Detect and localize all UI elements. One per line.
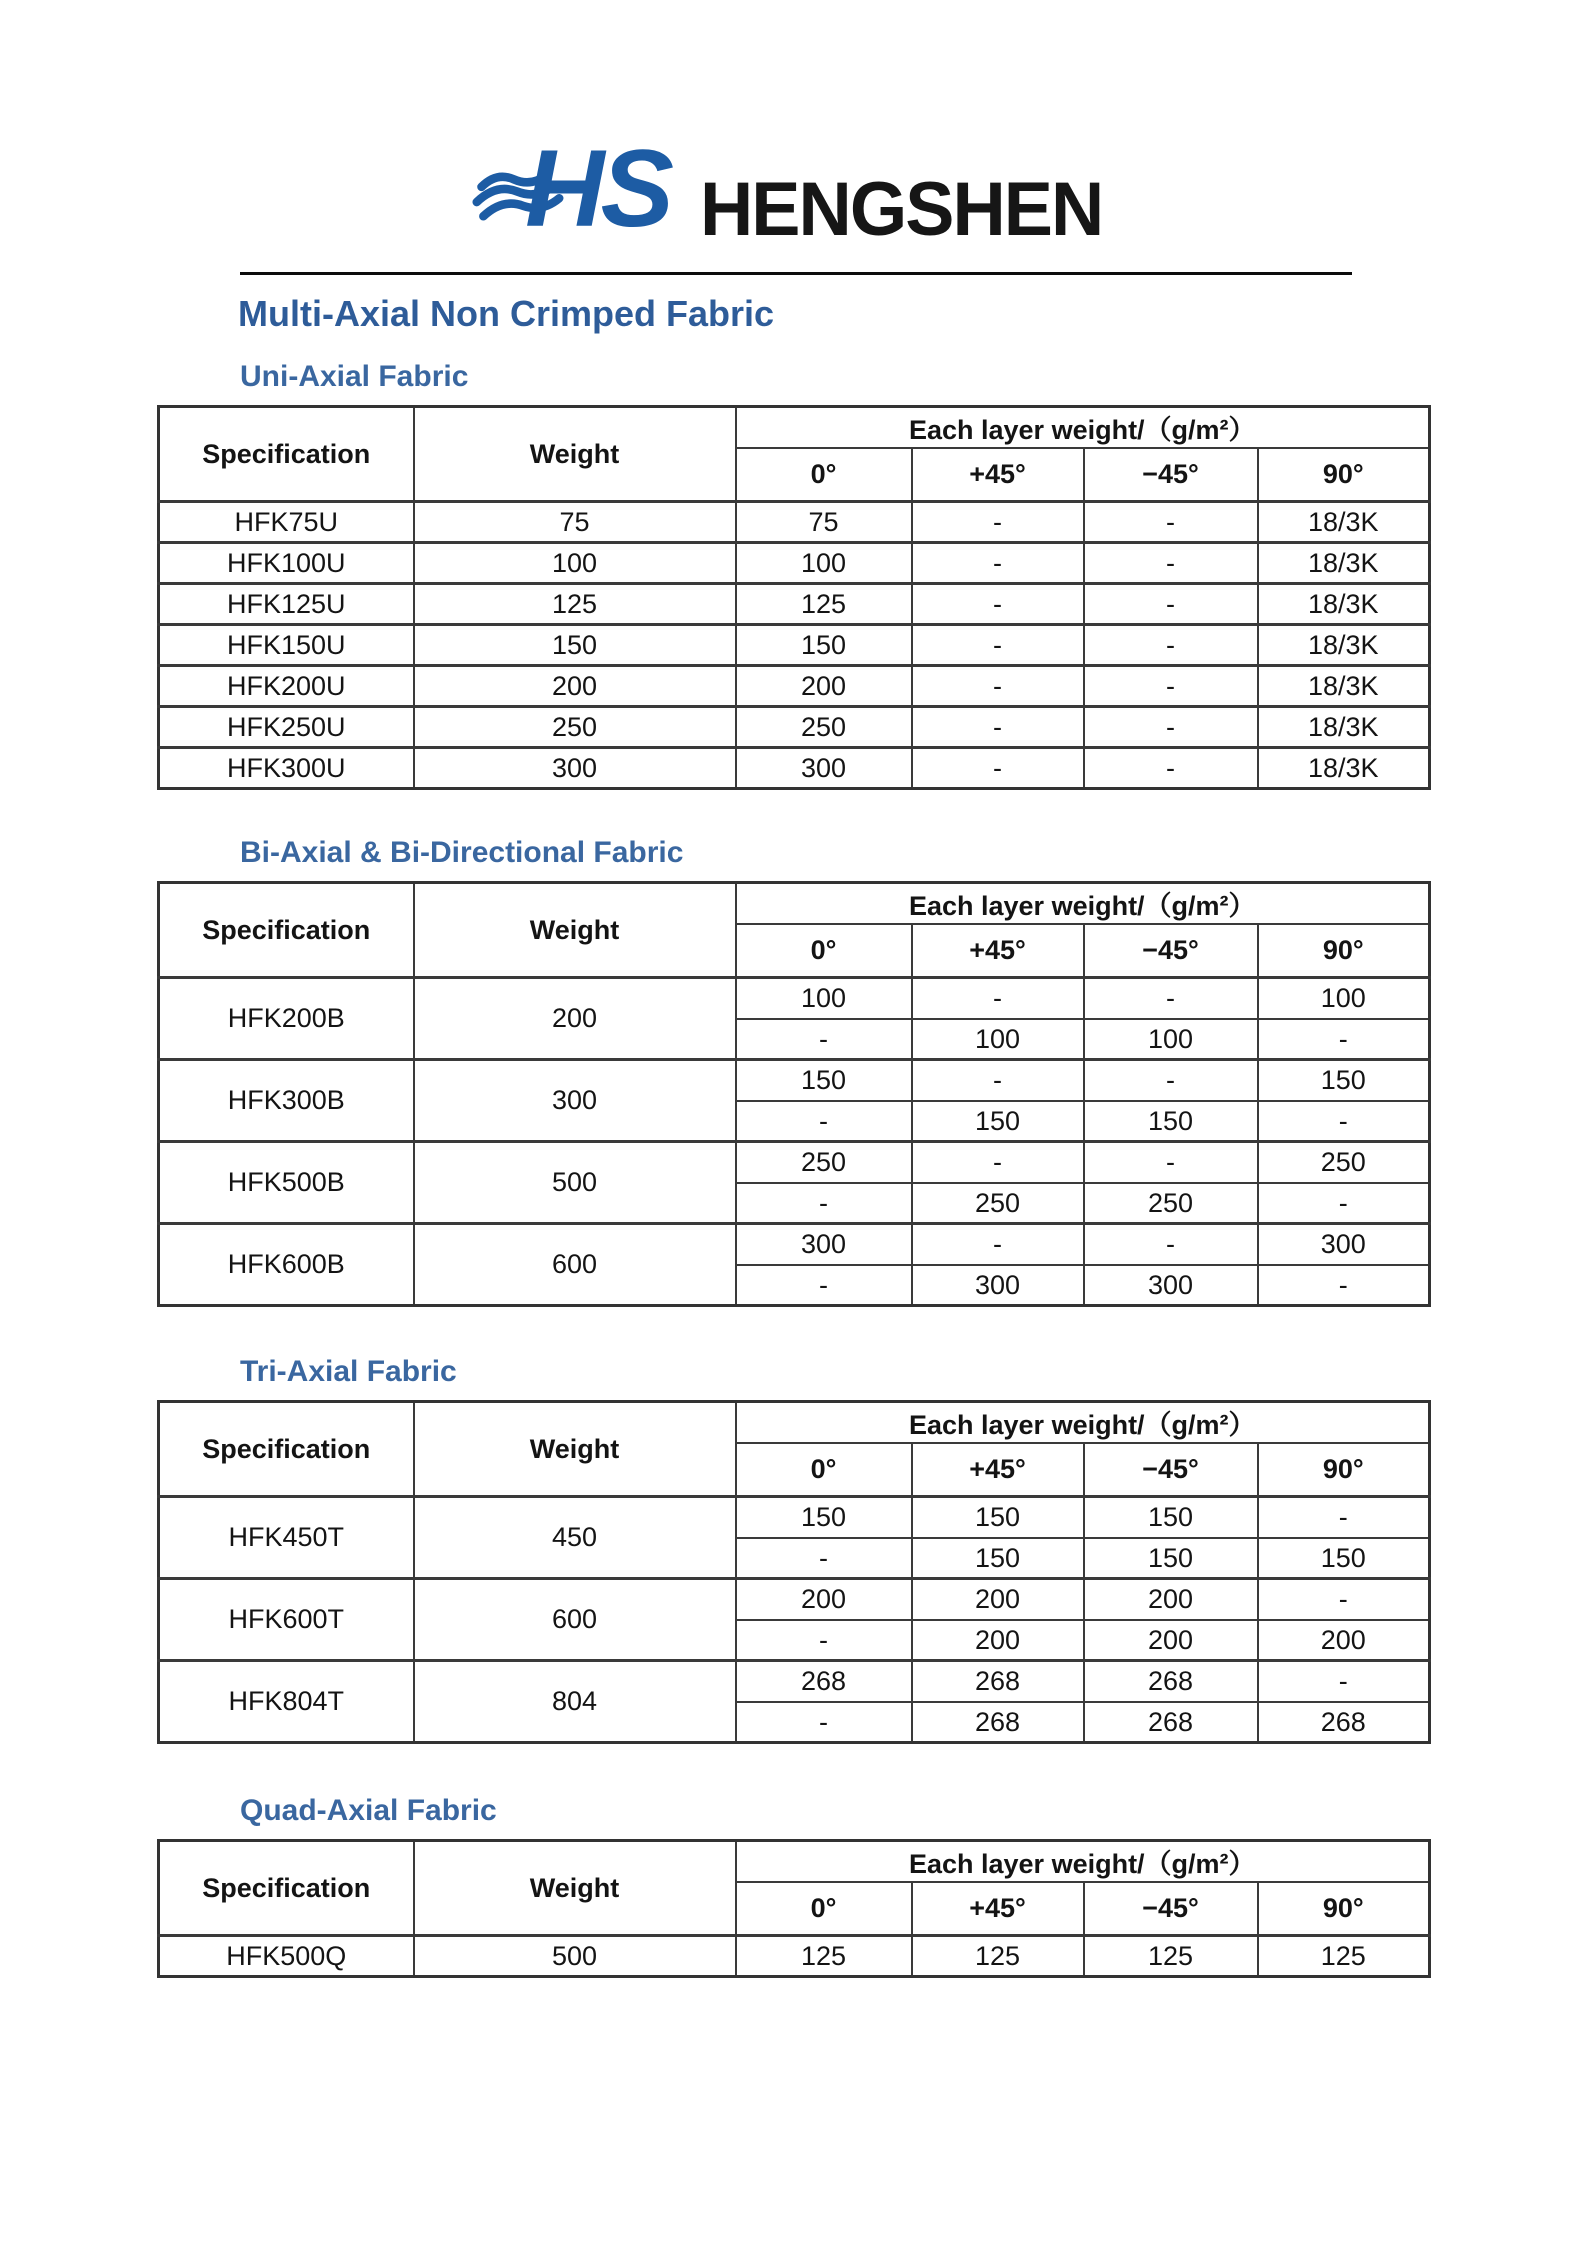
value-cell: 300 <box>736 1224 912 1265</box>
value-cell: 150 <box>912 1101 1084 1142</box>
angle-header: −45° <box>1084 1882 1258 1936</box>
value-cell: - <box>1084 584 1258 625</box>
table-row <box>159 1579 1430 1620</box>
value-cell: 150 <box>736 625 912 666</box>
value-cell: 150 <box>1258 1538 1430 1579</box>
spec-cell: HFK200B <box>159 978 414 1060</box>
value-cell: - <box>736 1538 912 1579</box>
value-cell: 200 <box>1258 1620 1430 1661</box>
spec-cell: HFK300U <box>159 748 414 789</box>
value-cell: 250 <box>1084 1183 1258 1224</box>
weight-cell: 450 <box>414 1497 736 1579</box>
value-cell: - <box>912 666 1084 707</box>
value-cell: 150 <box>1258 1060 1430 1101</box>
weight-cell: 150 <box>414 625 736 666</box>
value-cell: 150 <box>736 1497 912 1538</box>
value-cell: 100 <box>1084 1019 1258 1060</box>
spec-cell: HFK300B <box>159 1060 414 1142</box>
table-row <box>159 543 1430 584</box>
value-cell: - <box>912 625 1084 666</box>
value-cell: 300 <box>736 748 912 789</box>
spec-cell: HFK200U <box>159 666 414 707</box>
weight-cell: 75 <box>414 502 736 543</box>
layer-weight-header: Each layer weight/（g/m²） <box>736 406 1430 448</box>
table-row <box>159 1224 1430 1265</box>
table-row <box>159 502 1430 543</box>
logo-monogram: HS <box>525 128 671 242</box>
value-cell: 268 <box>1258 1702 1430 1743</box>
value-cell: 200 <box>912 1620 1084 1661</box>
table-row <box>159 1142 1430 1183</box>
angle-header: 0° <box>736 1882 912 1936</box>
value-cell: 300 <box>1258 1224 1430 1265</box>
value-cell: 100 <box>736 978 912 1019</box>
value-cell: 250 <box>736 1142 912 1183</box>
value-cell: 200 <box>1084 1579 1258 1620</box>
value-cell: - <box>912 1060 1084 1101</box>
value-cell: - <box>736 1101 912 1142</box>
value-cell: 18/3K <box>1258 584 1430 625</box>
value-cell: - <box>912 584 1084 625</box>
section-tri-axial <box>0 1355 1587 1744</box>
weight-cell: 600 <box>414 1224 736 1306</box>
uni-axial-table <box>157 405 1431 791</box>
value-cell: 268 <box>1084 1702 1258 1743</box>
value-cell: 125 <box>912 1936 1084 1977</box>
angle-header: 0° <box>736 448 912 502</box>
value-cell: 18/3K <box>1258 748 1430 789</box>
value-cell: 150 <box>912 1497 1084 1538</box>
value-cell: - <box>1258 1101 1430 1142</box>
value-cell: 250 <box>1258 1142 1430 1183</box>
value-cell: 150 <box>1084 1538 1258 1579</box>
table-header-row <box>159 406 1430 448</box>
angle-header: 0° <box>736 1443 912 1497</box>
spec-cell: HFK150U <box>159 625 414 666</box>
spec-cell: HFK600T <box>159 1579 414 1661</box>
header-rule <box>240 272 1352 275</box>
value-cell: - <box>736 1265 912 1306</box>
value-cell: 250 <box>736 707 912 748</box>
value-cell: - <box>736 1019 912 1060</box>
table-header-row <box>159 882 1430 924</box>
layer-weight-header: Each layer weight/（g/m²） <box>736 882 1430 924</box>
value-cell: 268 <box>736 1661 912 1702</box>
value-cell: 125 <box>736 584 912 625</box>
table-row <box>159 1497 1430 1538</box>
tri-axial-table <box>157 1400 1431 1745</box>
value-cell: - <box>912 978 1084 1019</box>
weight-cell: 300 <box>414 748 736 789</box>
angle-header: 90° <box>1258 448 1430 502</box>
section-heading-tri-axial: Tri-Axial Fabric <box>240 1355 457 1389</box>
value-cell: 100 <box>1258 978 1430 1019</box>
value-cell: - <box>912 502 1084 543</box>
value-cell: - <box>736 1183 912 1224</box>
value-cell: - <box>1084 502 1258 543</box>
table-row <box>159 748 1430 789</box>
section-quad-axial <box>0 1794 1587 1978</box>
table-header-row <box>159 1401 1430 1443</box>
value-cell: - <box>1258 1265 1430 1306</box>
value-cell: - <box>1084 978 1258 1019</box>
value-cell: 18/3K <box>1258 543 1430 584</box>
page-title: Multi-Axial Non Crimped Fabric <box>238 293 775 334</box>
brand-name: HENGSHEN <box>700 167 1103 253</box>
value-cell: - <box>1258 1579 1430 1620</box>
angle-header: 0° <box>736 924 912 978</box>
weight-cell: 500 <box>414 1142 736 1224</box>
value-cell: - <box>912 543 1084 584</box>
value-cell: - <box>912 1142 1084 1183</box>
value-cell: - <box>1084 1060 1258 1101</box>
value-cell: 268 <box>912 1661 1084 1702</box>
value-cell: - <box>1084 625 1258 666</box>
angle-header: −45° <box>1084 924 1258 978</box>
table-row <box>159 666 1430 707</box>
table-row <box>159 707 1430 748</box>
table-row <box>159 1060 1430 1101</box>
value-cell: 125 <box>1258 1936 1430 1977</box>
value-cell: - <box>912 707 1084 748</box>
layer-weight-header: Each layer weight/（g/m²） <box>736 1401 1430 1443</box>
value-cell: - <box>1084 1224 1258 1265</box>
company-logo <box>0 122 1587 253</box>
spec-cell: HFK450T <box>159 1497 414 1579</box>
angle-header: +45° <box>912 448 1084 502</box>
spec-cell: HFK600B <box>159 1224 414 1306</box>
value-cell: 268 <box>912 1702 1084 1743</box>
table-header-row <box>159 1840 1430 1882</box>
value-cell: 125 <box>736 1936 912 1977</box>
weight-header: Weight <box>414 406 736 502</box>
weight-cell: 600 <box>414 1579 736 1661</box>
weight-cell: 125 <box>414 584 736 625</box>
table-row <box>159 1936 1430 1977</box>
value-cell: - <box>1084 666 1258 707</box>
value-cell: 300 <box>912 1265 1084 1306</box>
value-cell: 150 <box>736 1060 912 1101</box>
value-cell: - <box>1258 1661 1430 1702</box>
value-cell: 125 <box>1084 1936 1258 1977</box>
value-cell: - <box>736 1620 912 1661</box>
value-cell: - <box>1084 1142 1258 1183</box>
weight-cell: 200 <box>414 666 736 707</box>
value-cell: 18/3K <box>1258 666 1430 707</box>
value-cell: 200 <box>736 1579 912 1620</box>
value-cell: - <box>736 1702 912 1743</box>
weight-header: Weight <box>414 882 736 978</box>
table-row <box>159 625 1430 666</box>
value-cell: 150 <box>912 1538 1084 1579</box>
value-cell: 18/3K <box>1258 502 1430 543</box>
value-cell: 250 <box>912 1183 1084 1224</box>
specification-header: Specification <box>159 406 414 502</box>
table-row <box>159 1661 1430 1702</box>
weight-header: Weight <box>414 1840 736 1936</box>
specification-header: Specification <box>159 1840 414 1936</box>
table-row <box>159 978 1430 1019</box>
value-cell: 150 <box>1084 1101 1258 1142</box>
value-cell: - <box>1084 707 1258 748</box>
value-cell: 18/3K <box>1258 625 1430 666</box>
spec-cell: HFK804T <box>159 1661 414 1743</box>
value-cell: 200 <box>736 666 912 707</box>
table-row <box>159 584 1430 625</box>
angle-header: 90° <box>1258 1443 1430 1497</box>
weight-cell: 500 <box>414 1936 736 1977</box>
value-cell: 150 <box>1084 1497 1258 1538</box>
weight-cell: 100 <box>414 543 736 584</box>
spec-cell: HFK250U <box>159 707 414 748</box>
weight-cell: 200 <box>414 978 736 1060</box>
value-cell: - <box>1084 543 1258 584</box>
specification-header: Specification <box>159 1401 414 1497</box>
section-heading-quad-axial: Quad-Axial Fabric <box>240 1794 497 1828</box>
section-heading-bi-axial: Bi-Axial & Bi-Directional Fabric <box>240 836 684 870</box>
value-cell: 18/3K <box>1258 707 1430 748</box>
section-uni-axial <box>0 360 1587 790</box>
value-cell: 300 <box>1084 1265 1258 1306</box>
section-heading-uni-axial: Uni-Axial Fabric <box>240 360 469 394</box>
value-cell: 200 <box>1084 1620 1258 1661</box>
value-cell: 268 <box>1084 1661 1258 1702</box>
value-cell: 100 <box>912 1019 1084 1060</box>
angle-header: 90° <box>1258 924 1430 978</box>
angle-header: +45° <box>912 924 1084 978</box>
value-cell: - <box>1258 1497 1430 1538</box>
section-bi-axial <box>0 836 1587 1307</box>
angle-header: −45° <box>1084 448 1258 502</box>
angle-header: 90° <box>1258 1882 1430 1936</box>
value-cell: 75 <box>736 502 912 543</box>
layer-weight-header: Each layer weight/（g/m²） <box>736 1840 1430 1882</box>
spec-cell: HFK100U <box>159 543 414 584</box>
value-cell: - <box>912 748 1084 789</box>
value-cell: - <box>1258 1183 1430 1224</box>
weight-cell: 250 <box>414 707 736 748</box>
bi-axial-table <box>157 881 1431 1308</box>
weight-header: Weight <box>414 1401 736 1497</box>
value-cell: - <box>1258 1019 1430 1060</box>
spec-cell: HFK75U <box>159 502 414 543</box>
spec-cell: HFK125U <box>159 584 414 625</box>
angle-header: +45° <box>912 1443 1084 1497</box>
angle-header: −45° <box>1084 1443 1258 1497</box>
spec-cell: HFK500Q <box>159 1936 414 1977</box>
value-cell: 200 <box>912 1579 1084 1620</box>
spec-cell: HFK500B <box>159 1142 414 1224</box>
specification-header: Specification <box>159 882 414 978</box>
weight-cell: 804 <box>414 1661 736 1743</box>
value-cell: - <box>912 1224 1084 1265</box>
value-cell: 100 <box>736 543 912 584</box>
hs-logo-mark <box>472 128 690 242</box>
weight-cell: 300 <box>414 1060 736 1142</box>
quad-axial-table <box>157 1839 1431 1979</box>
value-cell: - <box>1084 748 1258 789</box>
angle-header: +45° <box>912 1882 1084 1936</box>
